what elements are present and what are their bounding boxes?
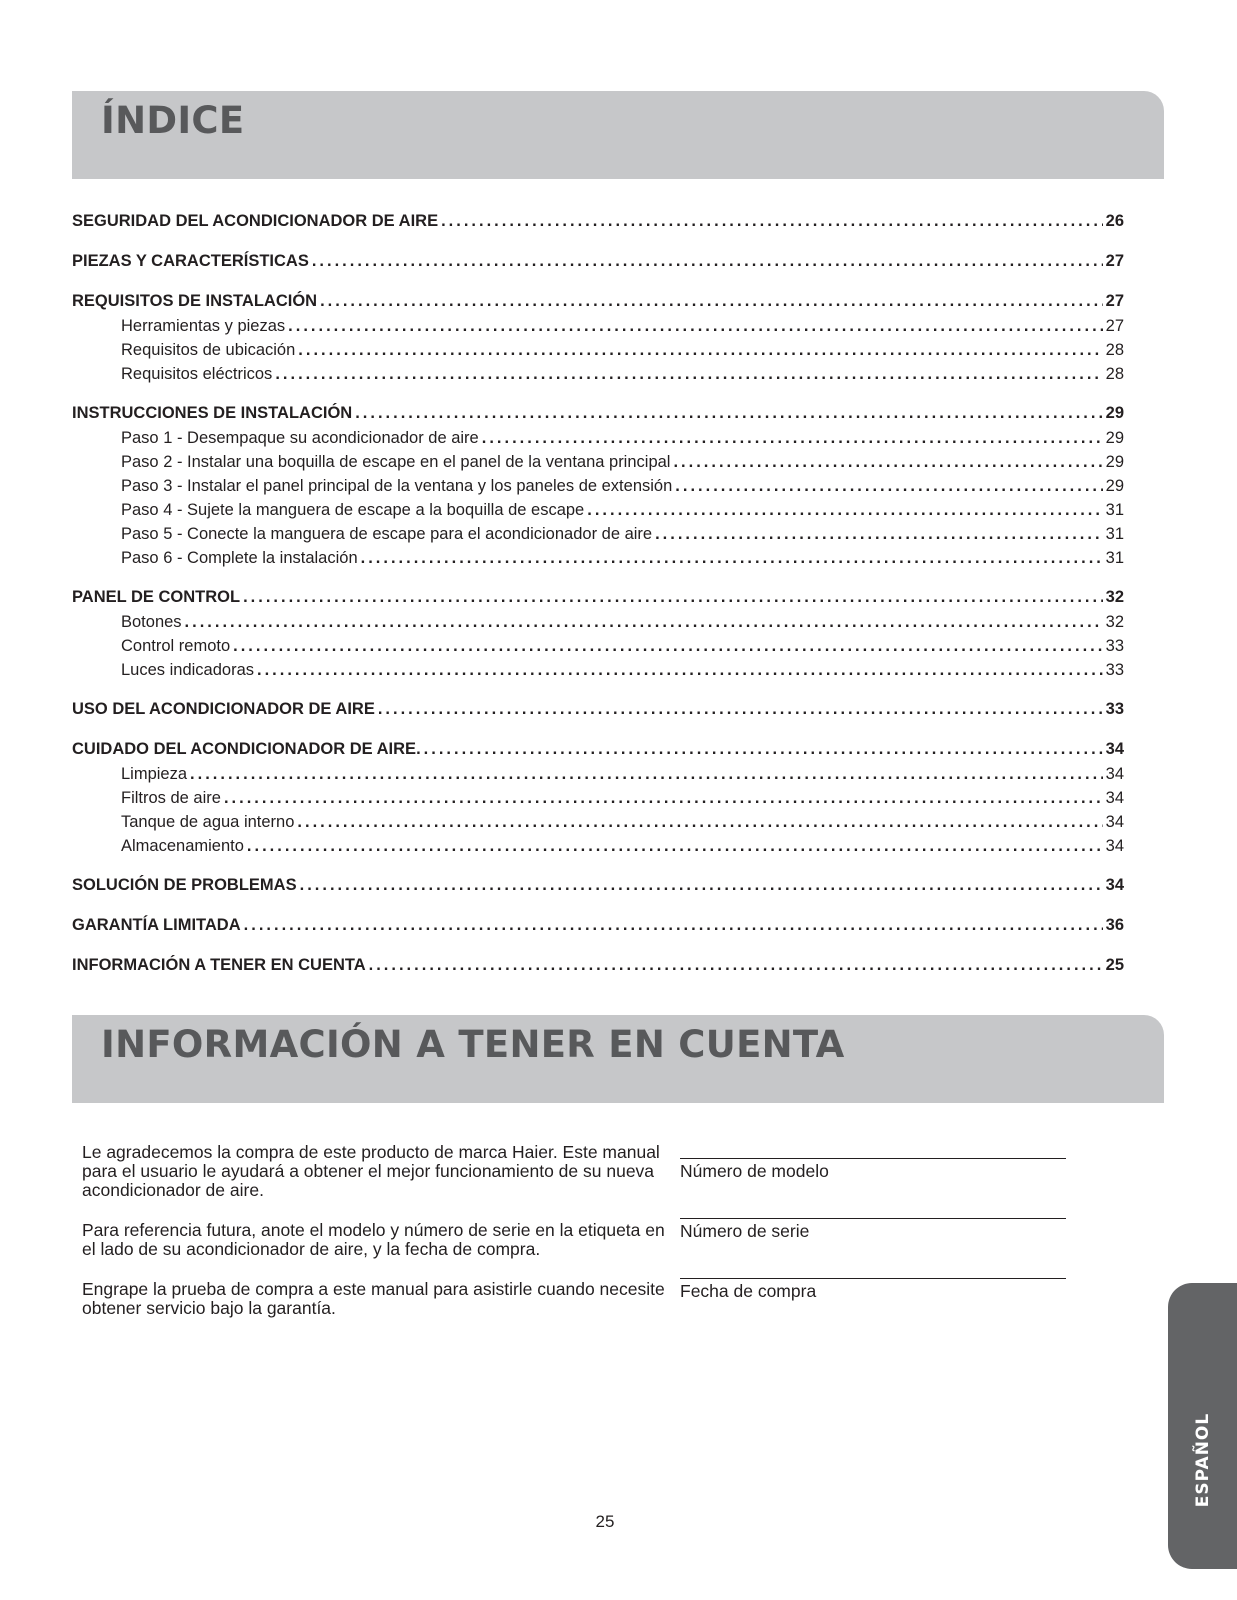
dot-leader xyxy=(185,610,1103,634)
toc-section xyxy=(72,401,1124,570)
info-paragraph: Le agradecemos la compra de este producto de marca Haier. Este manual para el usuario le ayudará a obtener el mejor funcionamiento de su nueva acondicionador de aire. xyxy=(82,1142,660,1200)
dot-leader xyxy=(300,873,1103,898)
toc-subentry xyxy=(72,498,1124,522)
language-tab-label: ESPAÑOL xyxy=(1192,1413,1213,1508)
toc-subentry-label: Paso 1 - Desempaque su acondicionador de aire xyxy=(121,429,479,447)
toc-entry-page: 32 xyxy=(1105,588,1124,606)
toc-subentry-label: Filtros de aire xyxy=(121,789,221,807)
model-number-label: Número de modelo xyxy=(680,1161,829,1181)
toc-subentry xyxy=(72,546,1124,570)
toc-subentry-page: 33 xyxy=(1105,661,1124,679)
toc-entry xyxy=(72,873,1124,898)
dot-leader xyxy=(369,953,1103,978)
toc-subentry xyxy=(72,474,1124,498)
dot-leader xyxy=(233,634,1103,658)
dot-leader xyxy=(441,209,1103,234)
dot-leader xyxy=(655,522,1103,546)
toc-entry-label: PIEZAS Y CARACTERÍSTICAS xyxy=(72,252,309,270)
toc-subentry-page: 34 xyxy=(1105,789,1124,807)
toc-section xyxy=(72,585,1124,682)
serial-number-line xyxy=(680,1200,1066,1219)
toc-subentry-page: 28 xyxy=(1105,365,1124,383)
toc-subentry-page: 34 xyxy=(1105,765,1124,783)
toc-subentry-page: 29 xyxy=(1105,477,1124,495)
toc-subentry-label: Paso 4 - Sujete la manguera de escape a la boquilla de escape xyxy=(121,501,585,519)
toc-entry xyxy=(72,209,1124,234)
dot-leader xyxy=(243,585,1103,610)
toc-section xyxy=(72,953,1124,978)
dot-leader xyxy=(361,546,1103,570)
toc-subentry xyxy=(72,338,1124,362)
dot-leader xyxy=(482,426,1103,450)
info-header xyxy=(72,1015,1164,1103)
toc-subentry-page: 31 xyxy=(1105,525,1124,543)
dot-leader xyxy=(424,737,1103,762)
toc-entry-label: USO DEL ACONDICIONADOR DE AIRE xyxy=(72,700,375,718)
toc-subentry-label: Almacenamiento xyxy=(121,837,244,855)
dot-leader xyxy=(355,401,1102,426)
toc-subentry-page: 29 xyxy=(1105,453,1124,471)
toc-entry-label: PANEL DE CONTROL xyxy=(72,588,241,606)
toc-entry-label: REQUISITOS DE INSTALACIÓN xyxy=(72,292,318,310)
dot-leader xyxy=(312,249,1103,274)
toc-subentry-label: Requisitos de ubicación xyxy=(121,341,296,359)
serial-number-label: Número de serie xyxy=(680,1221,810,1241)
dot-leader xyxy=(297,810,1102,834)
toc-section xyxy=(72,737,1124,858)
page-number: 25 xyxy=(595,1512,615,1531)
toc-entry-label: SOLUCIÓN DE PROBLEMAS xyxy=(72,876,297,894)
toc-subentry xyxy=(72,314,1124,338)
dot-leader xyxy=(224,786,1103,810)
toc-subentry-label: Paso 6 - Complete la instalación xyxy=(121,549,358,567)
toc-subentry-label: Luces indicadoras xyxy=(121,661,254,679)
dot-leader xyxy=(288,314,1102,338)
dot-leader xyxy=(244,913,1103,938)
info-text xyxy=(82,1143,682,1339)
toc-subentry-page: 34 xyxy=(1105,837,1124,855)
info-title: INFORMACIÓN A TENER EN CUENTA xyxy=(101,1023,845,1066)
toc-entry xyxy=(72,249,1124,274)
toc-section xyxy=(72,913,1124,938)
toc-subentry xyxy=(72,786,1124,810)
toc-entry xyxy=(72,913,1124,938)
dot-leader xyxy=(587,498,1102,522)
toc-entry-page: 33 xyxy=(1105,700,1124,718)
toc-subentry-page: 29 xyxy=(1105,429,1124,447)
toc-subentry xyxy=(72,362,1124,386)
model-number-field xyxy=(680,1140,1070,1200)
toc-section xyxy=(72,697,1124,722)
dot-leader xyxy=(275,362,1102,386)
toc-entry-page: 34 xyxy=(1105,740,1124,758)
toc-entry-page: 36 xyxy=(1105,916,1124,934)
toc-subentry-label: Herramientas y piezas xyxy=(121,317,286,335)
toc-subentry xyxy=(72,450,1124,474)
toc-subentry-page: 27 xyxy=(1105,317,1124,335)
toc-entry-label: INSTRUCCIONES DE INSTALACIÓN xyxy=(72,404,353,422)
purchase-date-line xyxy=(680,1260,1066,1279)
toc-entry xyxy=(72,401,1124,426)
toc-subentry xyxy=(72,810,1124,834)
toc-section xyxy=(72,873,1124,898)
toc-entry-label: CUIDADO DEL ACONDICIONADOR DE AIRE. xyxy=(72,740,421,758)
toc-section xyxy=(72,249,1124,274)
dot-leader xyxy=(378,697,1103,722)
index-header xyxy=(72,91,1164,179)
toc-subentry-page: 28 xyxy=(1105,341,1124,359)
toc-subentry-label: Paso 3 - Instalar el panel principal de la ventana y los paneles de extensión xyxy=(121,477,673,495)
toc-subentry xyxy=(72,522,1124,546)
toc-subentry-page: 34 xyxy=(1105,813,1124,831)
toc-entry-label: GARANTÍA LIMITADA xyxy=(72,916,241,934)
dot-leader xyxy=(257,658,1103,682)
toc-subentry xyxy=(72,762,1124,786)
serial-number-field xyxy=(680,1200,1070,1260)
toc-subentry xyxy=(72,834,1124,858)
toc-section xyxy=(72,209,1124,234)
toc-entry-label: SEGURIDAD DEL ACONDICIONADOR DE AIRE xyxy=(72,212,439,230)
purchase-date-label: Fecha de compra xyxy=(680,1281,817,1301)
toc-entry-page: 26 xyxy=(1105,212,1124,230)
toc-entry-label: INFORMACIÓN A TENER EN CUENTA xyxy=(72,956,366,974)
info-paragraph: Engrape la prueba de compra a este manual para asistirle cuando necesite obtener servicio bajo la garantía. xyxy=(82,1279,665,1318)
dot-leader xyxy=(673,450,1102,474)
record-fields xyxy=(680,1140,1070,1320)
toc-subentry xyxy=(72,426,1124,450)
dot-leader xyxy=(320,289,1103,314)
toc-entry xyxy=(72,289,1124,314)
toc-subentry-label: Requisitos eléctricos xyxy=(121,365,273,383)
dot-leader xyxy=(247,834,1103,858)
dot-leader xyxy=(298,338,1102,362)
toc-subentry-label: Tanque de agua interno xyxy=(121,813,295,831)
toc-subentry-page: 31 xyxy=(1105,501,1124,519)
table-of-contents xyxy=(72,209,1124,993)
toc-subentry-label: Limpieza xyxy=(121,765,188,783)
toc-section xyxy=(72,289,1124,386)
toc-entry xyxy=(72,737,1124,762)
toc-subentry-page: 33 xyxy=(1105,637,1124,655)
toc-subentry-page: 31 xyxy=(1105,549,1124,567)
toc-entry xyxy=(72,953,1124,978)
info-paragraph: Para referencia futura, anote el modelo y número de serie en la etiqueta en el lado de su acondicionador de aire, y la fecha de compra. xyxy=(82,1220,665,1259)
toc-subentry-label: Control remoto xyxy=(121,637,231,655)
toc-subentry-label: Botones xyxy=(121,613,182,631)
dot-leader xyxy=(675,474,1102,498)
toc-entry xyxy=(72,585,1124,610)
purchase-date-field xyxy=(680,1260,1070,1320)
toc-subentry-page: 32 xyxy=(1105,613,1124,631)
toc-entry-page: 29 xyxy=(1105,404,1124,422)
toc-entry-page: 27 xyxy=(1105,252,1124,270)
toc-entry-page: 34 xyxy=(1105,876,1124,894)
toc-subentry xyxy=(72,610,1124,634)
toc-entry xyxy=(72,697,1124,722)
toc-subentry xyxy=(72,658,1124,682)
toc-entry-page: 25 xyxy=(1105,956,1124,974)
toc-subentry-label: Paso 5 - Conecte la manguera de escape para el acondicionador de aire xyxy=(121,525,653,543)
toc-subentry xyxy=(72,634,1124,658)
model-number-line xyxy=(680,1140,1066,1159)
index-title: ÍNDICE xyxy=(101,99,245,142)
toc-subentry-label: Paso 2 - Instalar una boquilla de escape en el panel de la ventana principal xyxy=(121,453,671,471)
toc-entry-page: 27 xyxy=(1105,292,1124,310)
dot-leader xyxy=(190,762,1103,786)
